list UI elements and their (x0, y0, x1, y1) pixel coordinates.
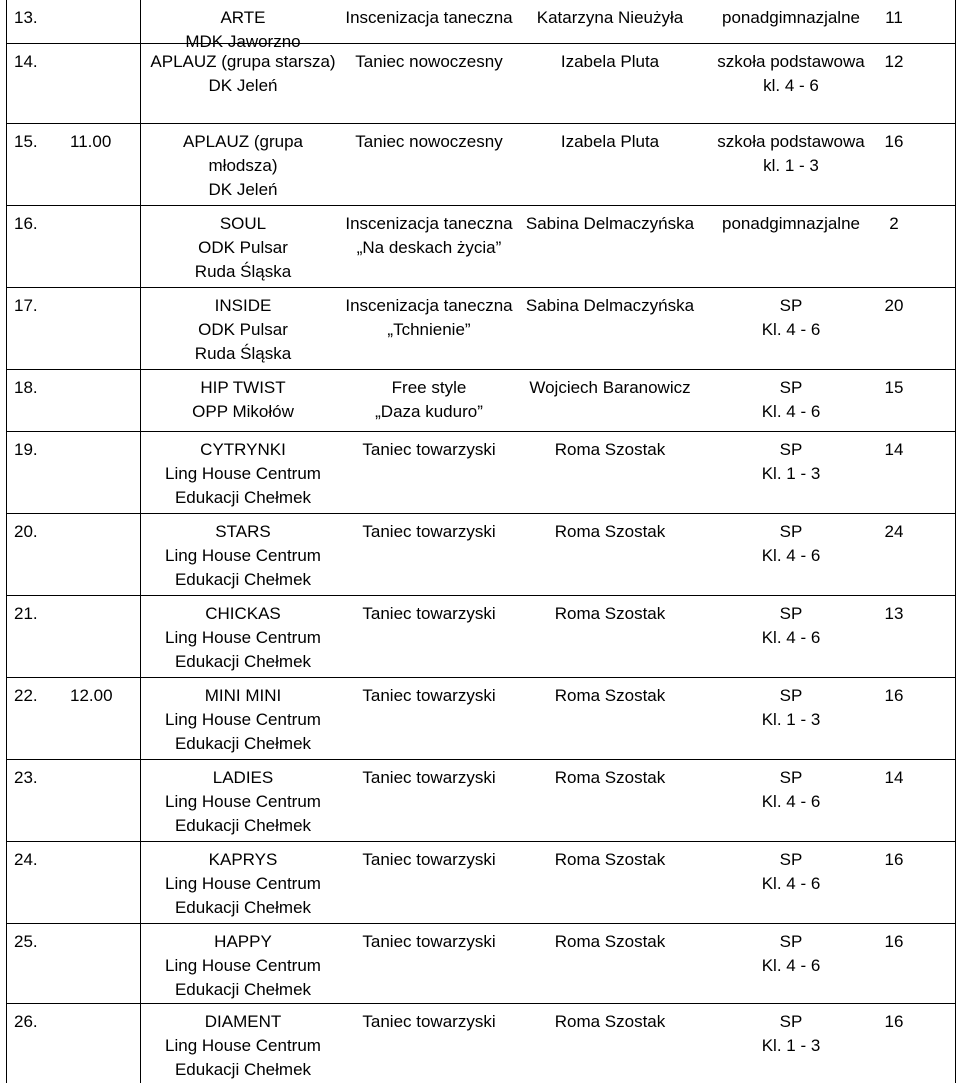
group-name-line: MINI MINI (204, 686, 282, 705)
instructor: Roma Szostak (554, 522, 666, 541)
group-name (148, 924, 338, 1002)
participant-count: 16 (884, 850, 904, 869)
group-name (148, 678, 338, 756)
table-row (6, 514, 956, 596)
group-name-line: Ling House Centrum (165, 792, 321, 811)
age-group-line: Kl. 4 - 6 (761, 628, 821, 647)
group-name-line: SOUL (219, 214, 267, 233)
participant-count: 11 (885, 8, 903, 27)
group-name-line: HIP TWIST (200, 378, 286, 397)
instructor: Wojciech Baranowicz (529, 378, 691, 397)
group-name (148, 432, 338, 510)
group-name-line: Edukacji Chełmek (174, 652, 312, 671)
row-number: 24. (14, 850, 38, 869)
group-name-line: Ruda Śląska (194, 262, 292, 281)
table-row (6, 370, 956, 432)
table-row (6, 432, 956, 514)
group-name-line: HAPPY (214, 932, 272, 951)
category-line: Taniec towarzyski (362, 932, 496, 951)
start-time: 11.00 (70, 132, 112, 151)
participant-count: 13 (884, 604, 904, 623)
participant-count: 16 (884, 932, 904, 951)
instructor: Roma Szostak (554, 850, 666, 869)
group-name-line: LADIES (212, 768, 274, 787)
group-name-line: ODK Pulsar (198, 238, 288, 257)
category (344, 44, 514, 74)
category (344, 678, 514, 708)
group-name-line: STARS (215, 522, 271, 541)
row-number: 26. (14, 1012, 38, 1031)
instructor: Roma Szostak (554, 604, 666, 623)
group-name (148, 370, 338, 424)
group-name-line: Ling House Centrum (165, 956, 321, 975)
group-name-line: Edukacji Chełmek (174, 734, 312, 753)
column-divider (6, 0, 7, 1083)
column-divider (955, 0, 956, 1083)
group-name (148, 1004, 338, 1082)
category-line: Free style (391, 378, 467, 397)
group-name-line: Ling House Centrum (165, 546, 321, 565)
age-group-line: SP (779, 932, 803, 951)
age-group (706, 760, 876, 814)
group-name-line: KAPRYS (208, 850, 278, 869)
row-number: 16. (14, 214, 38, 233)
age-group-line: SP (779, 440, 803, 459)
schedule-table (6, 0, 956, 1083)
row-number: 18. (14, 378, 38, 397)
age-group (706, 514, 876, 568)
instructor: Roma Szostak (554, 932, 666, 951)
group-name-line: Edukacji Chełmek (174, 816, 312, 835)
age-group (706, 124, 876, 178)
row-number: 17. (14, 296, 38, 315)
age-group (706, 678, 876, 732)
category (344, 1004, 514, 1034)
category (344, 514, 514, 544)
age-group-line: Kl. 1 - 3 (761, 710, 821, 729)
row-number: 23. (14, 768, 38, 787)
instructor: Roma Szostak (554, 440, 666, 459)
participant-count: 16 (884, 132, 904, 151)
category-line: Taniec nowoczesny (355, 132, 503, 151)
column-divider (140, 0, 141, 1083)
participant-count: 14 (884, 440, 904, 459)
category-line: Taniec towarzyski (362, 850, 496, 869)
age-group-line: Kl. 4 - 6 (761, 546, 821, 565)
category-line: Taniec towarzyski (362, 1012, 496, 1031)
group-name-line: ODK Pulsar (198, 320, 288, 339)
age-group-line: SP (779, 378, 803, 397)
start-time: 12.00 (70, 686, 113, 705)
age-group (706, 596, 876, 650)
table-row (6, 596, 956, 678)
age-group (706, 842, 876, 896)
table-row (6, 760, 956, 842)
row-number: 13. (14, 8, 38, 27)
group-name-line: Ruda Śląska (194, 344, 292, 363)
group-name-line: CYTRYNKI (200, 440, 286, 459)
group-name (148, 206, 338, 284)
participant-count: 20 (884, 296, 904, 315)
age-group (706, 1004, 876, 1058)
row-number: 21. (14, 604, 38, 623)
participant-count: 15 (884, 378, 904, 397)
group-name-line: Ling House Centrum (165, 628, 321, 647)
performance-title: „ Tchnienie ” (344, 318, 514, 342)
age-group-line: szkoła podstawowa (717, 132, 865, 151)
age-group-line: SP (779, 604, 803, 623)
group-name-line: Edukacji Chełmek (174, 980, 312, 999)
age-group (706, 0, 876, 30)
age-group-line: Kl. 4 - 6 (761, 320, 821, 339)
age-group (706, 44, 876, 98)
instructor: Izabela Pluta (560, 52, 660, 71)
age-group (706, 432, 876, 486)
group-name (148, 596, 338, 674)
category (344, 596, 514, 626)
performance-title: „ Daza kuduro ” (344, 400, 514, 424)
participant-count: 12 (884, 52, 904, 71)
participant-count: 2 (889, 214, 899, 233)
performance-title: „ Na deskach życia ” (344, 236, 514, 260)
group-name-line: Ling House Centrum (165, 1036, 321, 1055)
instructor: Izabela Pluta (560, 132, 660, 151)
instructor: Roma Szostak (554, 768, 666, 787)
group-name-line: Edukacji Chełmek (174, 570, 312, 589)
age-group-line: Kl. 4 - 6 (761, 792, 821, 811)
group-name (148, 288, 338, 366)
group-name-line: młodsza) (208, 156, 278, 175)
age-group (706, 206, 876, 236)
table-row (6, 206, 956, 288)
category (344, 842, 514, 872)
group-name-line: Ling House Centrum (165, 710, 321, 729)
age-group (706, 370, 876, 424)
table-row (6, 842, 956, 924)
table-row (6, 678, 956, 760)
age-group-line: SP (779, 522, 803, 541)
participant-count: 24 (884, 522, 904, 541)
age-group-line: SP (779, 686, 803, 705)
age-group-line: ponadgimnazjalne (722, 8, 860, 27)
group-name (148, 514, 338, 592)
participant-count: 14 (884, 768, 904, 787)
group-name-line: MDK Jaworzno (185, 32, 301, 51)
age-group-line: Kl. 4 - 6 (761, 956, 821, 975)
table-row (6, 1004, 956, 1083)
group-name-line: ARTE (220, 8, 266, 27)
category (344, 0, 514, 30)
row-number: 22. (14, 686, 38, 705)
category (344, 432, 514, 462)
group-name (148, 124, 338, 202)
table-row (6, 124, 956, 206)
instructor: Sabina Delmaczyńska (525, 214, 695, 233)
group-name-line: APLAUZ (grupa starsza) (150, 52, 336, 71)
row-number: 14. (14, 52, 38, 71)
group-name-line: Ling House Centrum (165, 874, 321, 893)
row-number: 19. (14, 440, 38, 459)
age-group-line: kl. 4 - 6 (763, 76, 819, 95)
age-group-line: SP (779, 768, 803, 787)
category-line: Taniec nowoczesny (355, 52, 503, 71)
category-line: Inscenizacja taneczna (345, 8, 513, 27)
category-line: Inscenizacja taneczna (345, 296, 513, 315)
category-line: Taniec towarzyski (362, 604, 496, 623)
age-group-line: Kl. 1 - 3 (761, 464, 821, 483)
table-row (6, 0, 956, 51)
age-group (706, 288, 876, 342)
group-name (148, 842, 338, 920)
age-group-line: szkoła podstawowa (717, 52, 865, 71)
group-name (148, 44, 338, 98)
instructor: Roma Szostak (554, 686, 666, 705)
group-name-line: DK Jeleń (208, 180, 278, 199)
age-group-line: Kl. 1 - 3 (761, 1036, 821, 1055)
row-number: 15. (14, 132, 38, 151)
instructor: Sabina Delmaczyńska (525, 296, 695, 315)
age-group-line: Kl. 4 - 6 (761, 874, 821, 893)
category-line: Taniec towarzyski (362, 440, 496, 459)
row-number: 20. (14, 522, 38, 541)
group-name-line: CHICKAS (205, 604, 281, 623)
instructor: Roma Szostak (554, 1012, 666, 1031)
category (344, 206, 514, 260)
age-group-line: SP (779, 850, 803, 869)
age-group (706, 924, 876, 978)
table-row (6, 44, 956, 124)
instructor: Katarzyna Nieużyła (536, 8, 684, 27)
participant-count: 16 (884, 686, 904, 705)
age-group-line: kl. 1 - 3 (763, 156, 819, 175)
table-row (6, 924, 956, 1004)
age-group-line: Kl. 4 - 6 (761, 402, 821, 421)
category-line: Taniec towarzyski (362, 768, 496, 787)
category (344, 760, 514, 790)
participant-count: 16 (884, 1012, 904, 1031)
category (344, 370, 514, 424)
group-name-line: OPP Mikołów (192, 402, 294, 421)
group-name-line: INSIDE (214, 296, 272, 315)
table-row (6, 288, 956, 370)
group-name-line: Ling House Centrum (165, 464, 321, 483)
category-line: Taniec towarzyski (362, 686, 496, 705)
group-name-line: Edukacji Chełmek (174, 1060, 312, 1079)
group-name-line: Edukacji Chełmek (174, 898, 312, 917)
age-group-line: ponadgimnazjalne (722, 214, 860, 233)
group-name-line: APLAUZ (grupa (183, 132, 303, 151)
group-name-line: Edukacji Chełmek (174, 488, 312, 507)
age-group-line: SP (779, 296, 803, 315)
age-group-line: SP (779, 1012, 803, 1031)
category-line: Taniec towarzyski (362, 522, 496, 541)
group-name (148, 760, 338, 838)
category (344, 124, 514, 154)
group-name-line: DK Jeleń (208, 76, 278, 95)
category (344, 924, 514, 954)
row-number: 25. (14, 932, 38, 951)
category (344, 288, 514, 342)
category-line: Inscenizacja taneczna (345, 214, 513, 233)
group-name-line: DIAMENT (204, 1012, 282, 1031)
